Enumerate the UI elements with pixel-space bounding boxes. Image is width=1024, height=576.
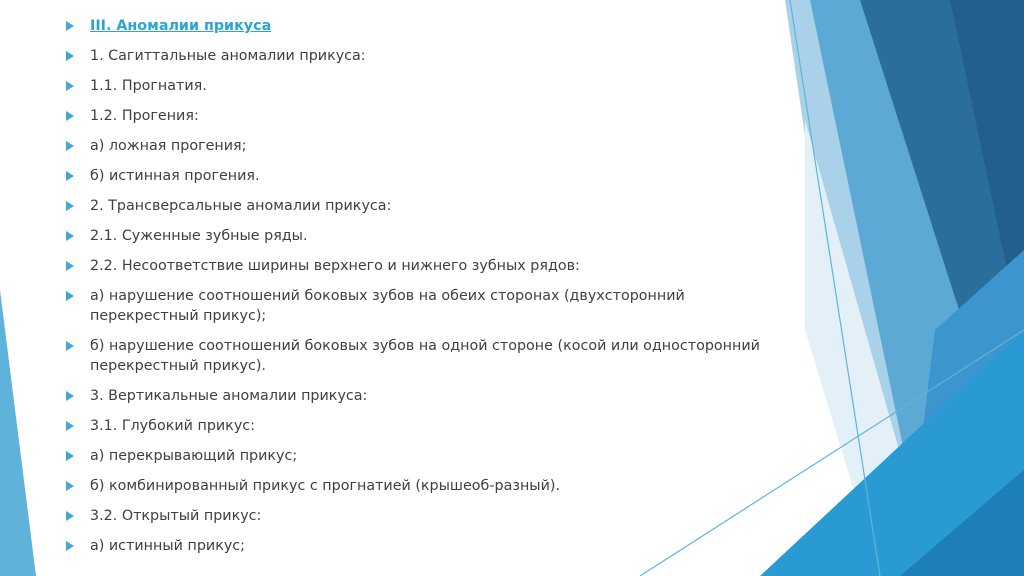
slide-title[interactable]: III. Аномалии прикуса — [64, 16, 764, 36]
bullet-item: а) ложная прогения; — [64, 136, 764, 156]
bullet-item: 1.2. Прогения: — [64, 106, 764, 126]
bullet-item: б) нарушение соотношений боковых зубов на одной стороне (косой или односторонний перекрестный прикус). — [64, 336, 764, 376]
bullet-item: а) перекрывающий прикус; — [64, 446, 764, 466]
bullet-item: 2. Трансверсальные аномалии прикуса: — [64, 196, 764, 216]
bullet-item: 3.1. Глубокий прикус: — [64, 416, 764, 436]
bullet-item: а) нарушение соотношений боковых зубов на обеих сторонах (двухсторонний перекрестный прикус); — [64, 286, 764, 326]
bullet-item: 2.1. Суженные зубные ряды. — [64, 226, 764, 246]
bullet-item: 3.2. Открытый прикус: — [64, 506, 764, 526]
bullet-item: 1. Сагиттальные аномалии прикуса: — [64, 46, 764, 66]
bullet-item: 1.1. Прогнатия. — [64, 76, 764, 96]
bullet-item: б) комбинированный прикус с прогнатией (крышеоб-разный). — [64, 476, 764, 496]
bullet-item: а) истинный прикус; — [64, 536, 764, 556]
bullet-item: 2.2. Несоответствие ширины верхнего и нижнего зубных рядов: — [64, 256, 764, 276]
left-edge-shape — [0, 290, 36, 576]
bullet-item: 3. Вертикальные аномалии прикуса: — [64, 386, 764, 406]
bullet-item: б) истинная прогения. — [64, 166, 764, 186]
bullet-list — [64, 16, 764, 566]
